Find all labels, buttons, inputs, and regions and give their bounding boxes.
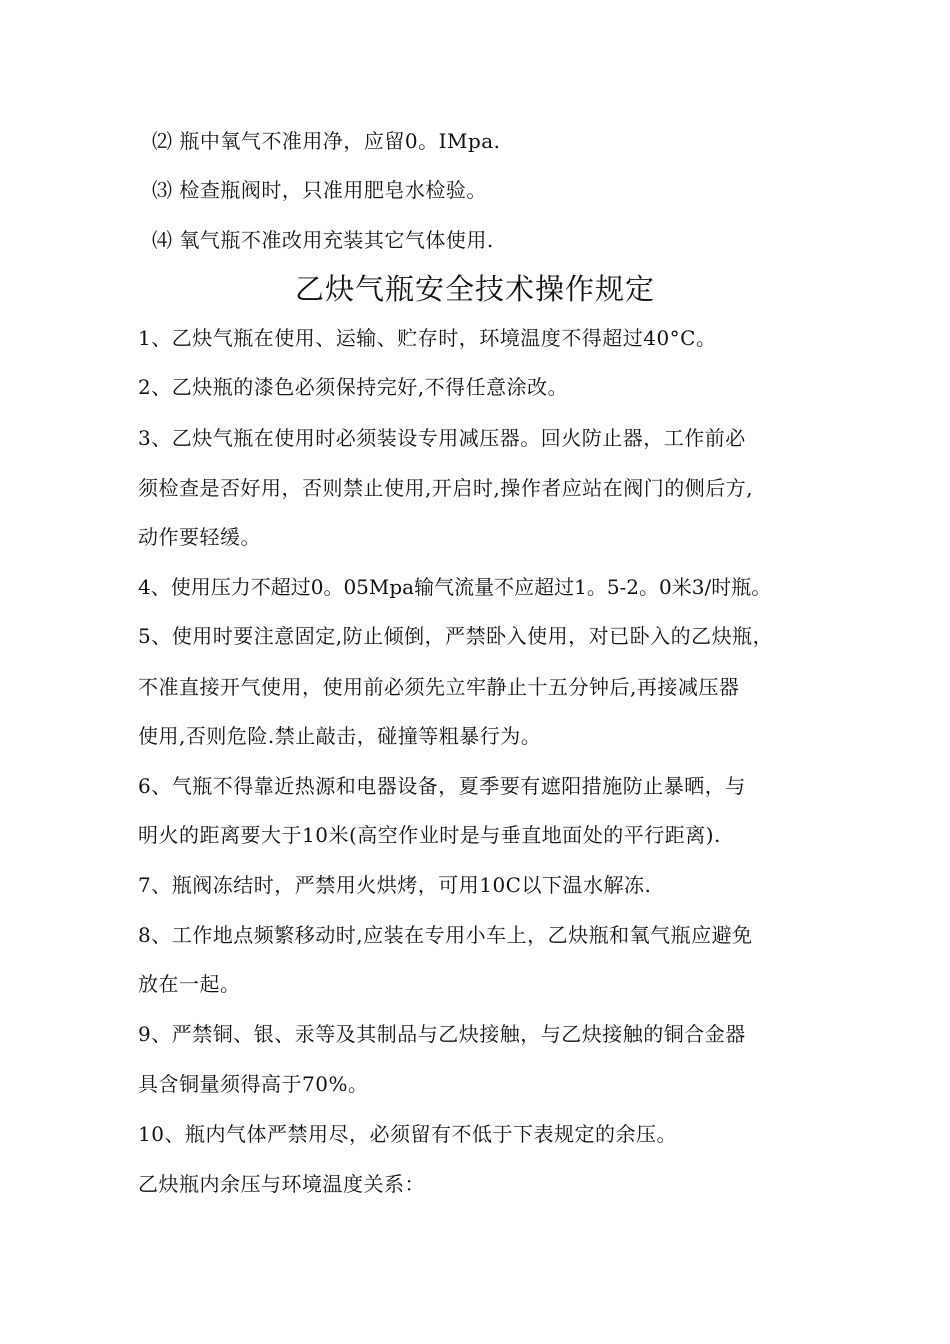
rule-5-line-1: 5、使用时要注意固定,防止倾倒，严禁卧入使用，对已卧入的乙炔瓶， [138, 624, 774, 648]
rule-3-line-3: 动作要轻缓。 [138, 525, 261, 549]
rule-7-line-1: 7、瓶阀冻结时，严禁用火烘烤，可用10C以下温水解冻. [138, 873, 652, 897]
rule-3-line-2: 须检查是否好用，否则禁止使用,开启时,操作者应站在阀门的侧后方, [138, 476, 754, 500]
rule-6-line-1: 6、气瓶不得靠近热源和电器设备，夏季要有遮阳措施防止暴晒，与 [138, 774, 746, 798]
rule-9-line-1: 9、严禁铜、银、汞等及其制品与乙炔接触，与乙炔接触的铜合金器 [138, 1022, 746, 1046]
oxygen-item-3: ⑶ 检查瓶阀时，只准用肥皂水检验。 [152, 178, 487, 202]
rule-8-line-2: 放在一起。 [138, 972, 241, 996]
rule-9-line-2: 具含铜量须得高于70%。 [138, 1072, 369, 1096]
rule-8-line-1: 8、工作地点频繁移动时,应装在专用小车上，乙炔瓶和氧气瓶应避免 [138, 923, 753, 947]
rule-5-line-3: 使用,否则危险.禁止敲击，碰撞等粗暴行为。 [138, 724, 542, 748]
table-caption: 乙炔瓶内余压与环境温度关系： [138, 1172, 425, 1196]
rule-6-line-2: 明火的距离要大于10米(高空作业时是与垂直地面处的平行距离). [138, 823, 721, 847]
rule-2-line-1: 2、乙炔瓶的漆色必须保持完好,不得任意涂改。 [138, 375, 569, 399]
rule-10-line-1: 10、瓶内气体严禁用尽，必须留有不低于下表规定的余压。 [138, 1122, 677, 1146]
section-title: 乙炔气瓶安全技术操作规定 [294, 272, 655, 306]
rule-3-line-1: 3、乙炔气瓶在使用时必须装设专用减压器。回火防止器，工作前必 [138, 426, 746, 450]
rule-4-line-1: 4、使用压力不超过0。05Mpa输气流量不应超过1。5-2。0米3/时瓶。 [138, 575, 772, 599]
rule-5-line-2: 不准直接开气使用，使用前必须先立牢静止十五分钟后,再接减压器 [138, 675, 740, 699]
oxygen-item-2: ⑵ 瓶中氧气不准用净，应留0。IMpa. [152, 129, 501, 153]
rule-1-line-1: 1、乙炔气瓶在使用、运输、贮存时，环境温度不得超过40°C。 [138, 326, 717, 350]
oxygen-item-4: ⑷ 氧气瓶不准改用充装其它气体使用. [152, 228, 494, 252]
